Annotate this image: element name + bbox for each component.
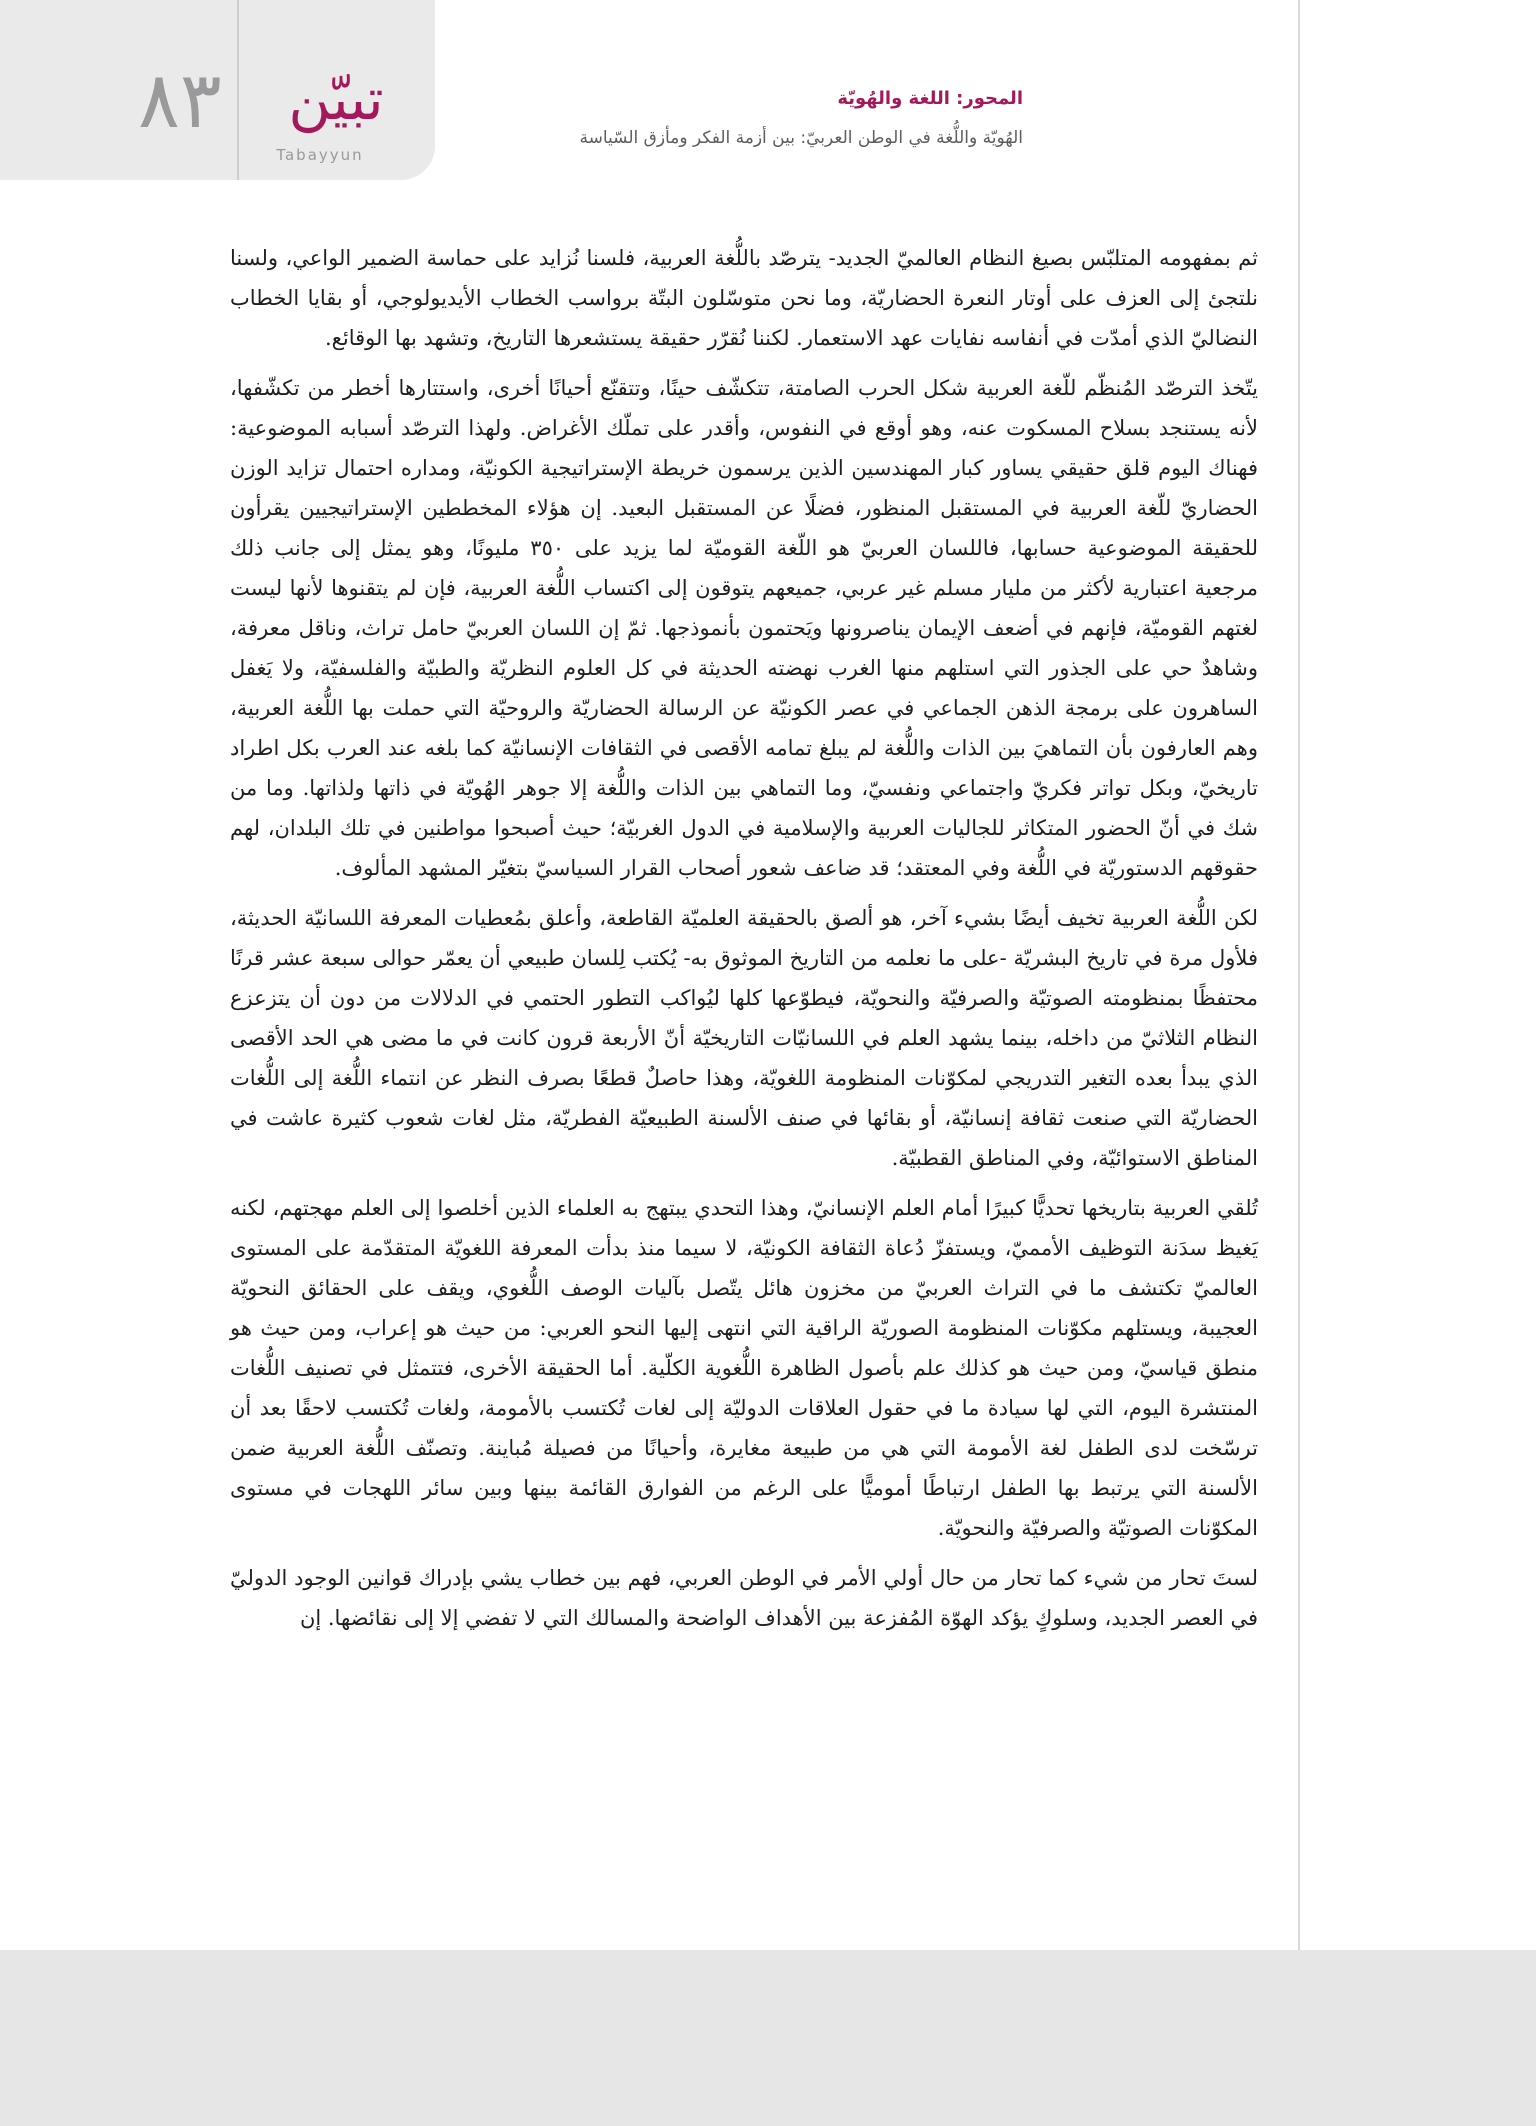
tabayyun-logo [256,65,416,164]
logo-wordmark: تبيّن [288,65,384,133]
running-title: الهُويّة واللُّغة في الوطن العربيّ: بين أزمة الفكر ومأزق السّياسة [579,128,1023,148]
paragraph-2: يتّخذ الترصّد المُنظّم للّغة العربية شكل الحرب الصامتة، تتكشّف حينًا، وتتقنّع أحيانًا أخرى، واستتارها أخطر من تكشّفها، لأنه يستنجد بسلاح المسكوت عنه، وهو أوقع في النفوس، وأقدر على تملّك الأغراض. ولهذا الترصّد أسبابه الموضوعية: فهناك اليوم قلق حقيقي يساور كبار المهندسين الذين يرسمون خريطة الإستراتيجية الكونيّة، ومداره احتمال تزايد الوزن الحضاريّ للّغة العربية في المستقبل المنظور، فضلًا عن المستقبل البعيد. إن هؤلاء المخططين الإستراتيجيين يقرأون للحقيقة الموضوعية حسابها، فاللسان العربيّ هو اللّغة القوميّة لما يزيد على ٣٥٠ مليونًا، وهو يمثل إلى جانب ذلك مرجعية اعتبارية لأكثر من مليار مسلم غير عربي، جميعهم يتوقون إلى اكتساب اللُّغة العربية، فإن لم يتقنوها لأنها ليست لغتهم القوميّة، فإنهم في أضعف الإيمان يناصرونها ويَحتمون بأنموذجها. ثمّ إن اللسان العربيّ حامل تراث، وناقل معرفة، وشاهدٌ حي على الجذور التي استلهم منها الغرب نهضته الحديثة في كل العلوم النظريّة والطبيّة والفلسفيّة، ولا يَغفل الساهرون على برمجة الذهن الجماعي في عصر الكونيّة عن الرسالة الحضاريّة والروحيّة التي حملت بها اللُّغة العربية، وهم العارفون بأن التماهيَ بين الذات واللُّغة لم يبلغ تمامه الأقصى في الثقافات الإنسانيّة كما بلغه عند العرب بكل اطراد تاريخيّ، وبكل تواتر فكريّ واجتماعي ونفسيّ، وما التماهي بين الذات واللُّغة إلا جوهر الهُويّة في ذاتها ولذاتها. وما من شك في أنّ الحضور المتكاثر للجاليات العربية والإسلامية في الدول الغربيّة؛ حيث أصبحوا مواطنين في تلك البلدان، لهم حقوقهم الدستوريّة في اللُّغة وفي المعتقد؛ قد ضاعف شعور أصحاب القرار السياسيّ بتغيّر المشهد المألوف. [230,376,1258,880]
paragraph-3: لكن اللُّغة العربية تخيف أيضًا بشيء آخر، هو ألصق بالحقيقة العلميّة القاطعة، وأعلق بمُعطيات المعرفة اللسانيّة الحديثة، فلأول مرة في تاريخ البشريّة -على ما نعلمه من التاريخ الموثوق به- يُكتب لِلسان طبيعي أن يعمّر حوالى سبعة عشر قرنًا محتفظًا بمنظومته الصوتيّة والصرفيّة والنحويّة، فيطوّعها كلها ليُواكب التطور الحتمي في الدلالات من دون أن يتزعزع النظام الثلاثيّ من داخله، بينما يشهد العلم في اللسانيّات التاريخيّة أنّ الأربعة قرون كانت في ما مضى هي الحد الأقصى الذي يبدأ بعده التغير التدريجي لمكوّنات المنظومة اللغويّة، وهذا حاصلٌ قطعًا بصرف النظر عن انتماء اللُّغة إلى اللُّغات الحضاريّة التي صنعت ثقافة إنسانيّة، أو بقائها في صنف الألسنة الطبيعيّة الفطريّة، مثل لغات شعوب كثيرة عاشت في المناطق الاستوائيّة، وفي المناطق القطبيّة. [230,906,1258,1170]
header-divider [237,0,239,180]
paragraph-4: تُلقي العربية بتاريخها تحديًّا كبيرًا أمام العلم الإنسانيّ، وهذا التحدي يبتهج به العلماء الذين أخلصوا إلى العلم مهجتهم، لكنه يَغيظ سدَنة التوظيف الأمميّ، ويستفزّ دُعاة الثقافة الكونيّة، لا سيما منذ بدأت المعرفة اللغويّة المتقدّمة على المستوى العالميّ تكتشف ما في التراث العربيّ من مخزون هائل يتّصل بآليات الوصف اللُّغوي، ويقف على الحقائق النحويّة العجيبة، ويستلهم مكوّنات المنظومة الصوريّة الراقية التي انتهى إليها النحو العربي: من حيث هو إعراب، ومن حيث هو منطق قياسيّ، ومن حيث هو كذلك علم بأصول الظاهرة اللُّغوية الكلّية. أما الحقيقة الأخرى، فتتمثل في تصنيف اللُّغات المنتشرة اليوم، التي لها سيادة ما في حقول العلاقات الدوليّة إلى لغات تُكتسب بالأمومة، ولغات تُكتسب لاحقًا بعد أن ترسّخت لدى الطفل لغة الأمومة التي هي من طبيعة مغايرة، وأحيانًا من فصيلة مُباينة. وتصنّف اللُّغة العربية ضمن الألسنة التي يرتبط بها الطفل ارتباطًا أموميًّا على الرغم من الفوارق القائمة بينها وبين سائر اللهجات في مستوى المكوّنات الصوتيّة والصرفيّة والنحويّة. [230,1196,1258,1540]
article-body [230,238,1258,1648]
paragraph-5: لستَ تحار من شيء كما تحار من حال أولي الأمر في الوطن العربي، فهم بين خطاب يشي بإدراك قوانين الوجود الدوليّ في العصر الجديد، وسلوكٍ يؤكد الهوّة المُفزعة بين الأهداف الواضحة والمسالك التي لا تفضي إلا إلى نقائضها. إن [230,1566,1258,1630]
page-number: ٨٣ [138,56,222,146]
logo-latin-text: Tabayyun [276,146,364,164]
header-panel [0,0,435,180]
section-label: المحور: اللغة والهُويّة [837,88,1023,109]
paragraph-1: ثم بمفهومه المتلبّس بصيغ النظام العالميّ الجديد- يترصّد باللُّغة العربية، فلسنا نُزايد على حماسة الضمير الواعي، ولسنا نلتجئ إلى العزف على أوتار النعرة الحضاريّة، وما نحن متوسّلون البتّة برواسب الخطاب الأيديولوجي، أو بقايا الخطاب النضاليّ الذي أمدّت في أنفاسه نفايات عهد الاستعمار. لكننا نُقرّر حقيقة يستشعرها التاريخ، وتشهد بها الوقائع. [230,246,1258,350]
bottom-band [0,1950,1536,2126]
